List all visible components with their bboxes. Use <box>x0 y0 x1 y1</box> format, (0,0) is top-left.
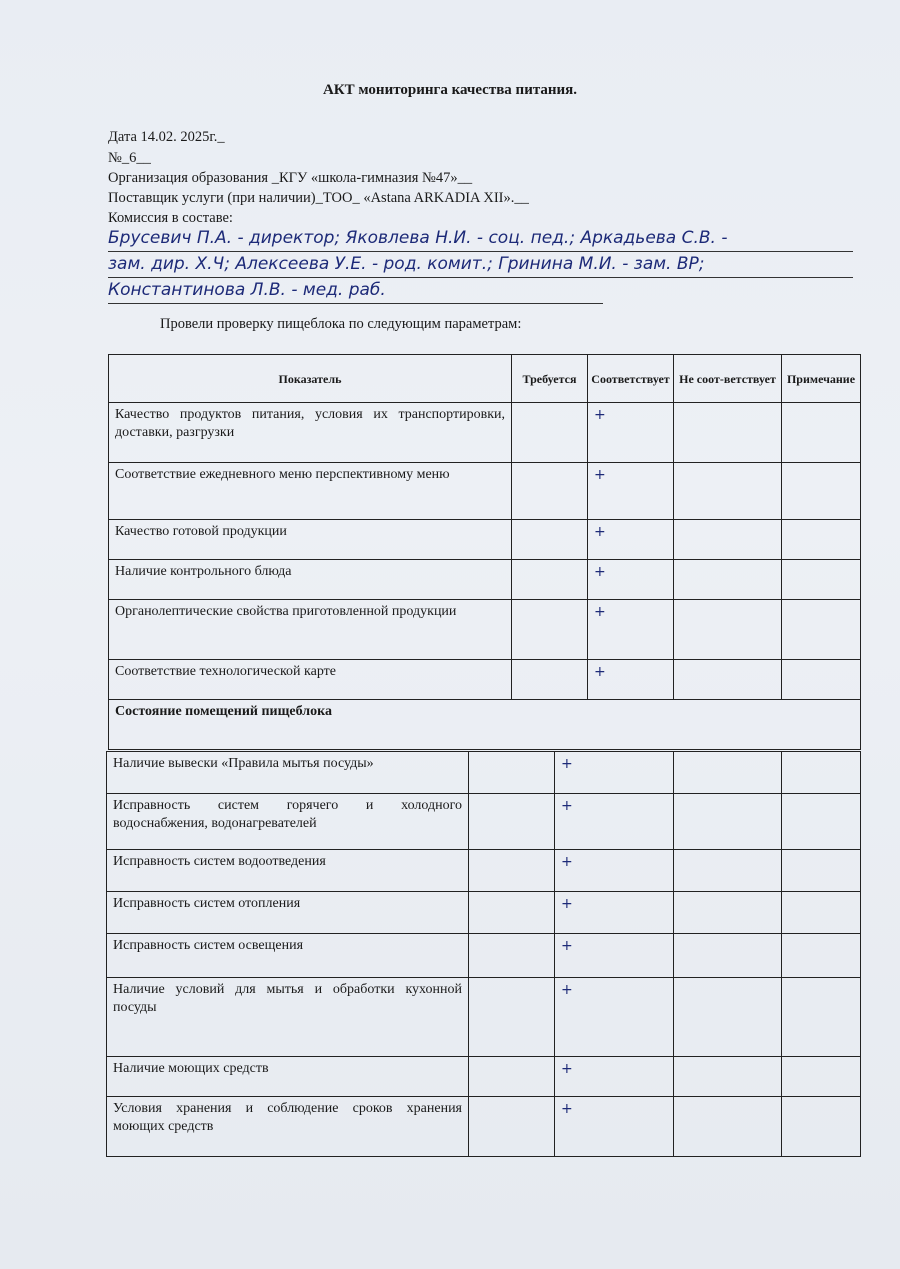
header-indicator: Показатель <box>109 355 512 403</box>
not-complies-cell <box>674 660 782 700</box>
organization-line: Организация образования _КГУ «школа-гимназия №47»__ <box>108 170 473 186</box>
table-row <box>109 463 861 520</box>
section-row <box>109 700 861 750</box>
supplier-line: Поставщик услуги (при наличии)_ТОО_ «Astana ARKADIA XII».__ <box>108 190 529 206</box>
note-cell <box>782 403 861 463</box>
note-cell <box>782 978 861 1057</box>
required-cell <box>512 560 588 600</box>
note-cell <box>782 850 861 892</box>
header-note: Примечание <box>782 355 861 403</box>
note-cell <box>782 934 861 978</box>
inspection-table-premises <box>106 751 861 1157</box>
complies-cell: + <box>588 520 674 560</box>
table-row <box>107 978 861 1057</box>
table-row <box>109 660 861 700</box>
table-row <box>109 560 861 600</box>
indicator-cell: Качество готовой продукции <box>109 520 512 560</box>
table-header-row <box>109 355 861 403</box>
complies-cell: + <box>588 660 674 700</box>
commission-line-3: Константинова Л.В. - мед. раб. <box>108 278 603 304</box>
indicator-cell: Наличие контрольного блюда <box>109 560 512 600</box>
required-cell <box>512 520 588 560</box>
table-row <box>107 1057 861 1097</box>
commission-line-1: Брусевич П.А. - директор; Яковлева Н.И. - соц. пед.; Аркадьева С.В. - <box>108 226 853 252</box>
required-cell <box>469 850 555 892</box>
indicator-cell: Соответствие ежедневного меню перспективному меню <box>109 463 512 520</box>
complies-cell: + <box>588 463 674 520</box>
table-row <box>109 600 861 660</box>
table-row <box>107 892 861 934</box>
header-required: Требуется <box>512 355 588 403</box>
note-cell <box>782 463 861 520</box>
required-cell <box>469 1097 555 1157</box>
not-complies-cell <box>674 1057 782 1097</box>
not-complies-cell <box>674 600 782 660</box>
inspection-table-main <box>108 354 861 750</box>
not-complies-cell <box>674 978 782 1057</box>
table-row <box>107 752 861 794</box>
complies-cell: + <box>555 892 674 934</box>
required-cell <box>512 660 588 700</box>
required-cell <box>512 600 588 660</box>
not-complies-cell <box>674 463 782 520</box>
not-complies-cell <box>674 794 782 850</box>
section-title: Состояние помещений пищеблока <box>109 700 861 750</box>
note-cell <box>782 600 861 660</box>
complies-cell: + <box>588 600 674 660</box>
complies-cell: + <box>555 794 674 850</box>
complies-cell: + <box>588 403 674 463</box>
note-cell <box>782 660 861 700</box>
note-cell <box>782 1097 861 1157</box>
note-cell <box>782 794 861 850</box>
table-row <box>107 794 861 850</box>
complies-cell: + <box>555 850 674 892</box>
required-cell <box>469 794 555 850</box>
required-cell <box>512 403 588 463</box>
required-cell <box>512 463 588 520</box>
not-complies-cell <box>674 520 782 560</box>
complies-cell: + <box>555 1057 674 1097</box>
note-cell <box>782 520 861 560</box>
not-complies-cell <box>674 934 782 978</box>
note-cell <box>782 560 861 600</box>
table-row <box>107 850 861 892</box>
indicator-cell: Соответствие технологической карте <box>109 660 512 700</box>
complies-cell: + <box>555 1097 674 1157</box>
table-row <box>109 520 861 560</box>
complies-cell: + <box>555 934 674 978</box>
required-cell <box>469 1057 555 1097</box>
commission-line-2: зам. дир. Х.Ч; Алексеева У.Е. - род. комит.; Гринина М.И. - зам. ВР; <box>108 252 853 278</box>
complies-cell: + <box>555 752 674 794</box>
number-line: №_6__ <box>108 150 151 166</box>
required-cell <box>469 892 555 934</box>
table-row <box>107 934 861 978</box>
not-complies-cell <box>674 403 782 463</box>
required-cell <box>469 978 555 1057</box>
complies-cell: + <box>588 560 674 600</box>
note-cell <box>782 752 861 794</box>
table-row <box>109 403 861 463</box>
commission-members-handwritten <box>108 226 868 304</box>
indicator-cell: Исправность систем отопления <box>107 892 469 934</box>
indicator-cell: Исправность систем освещения <box>107 934 469 978</box>
indicator-cell: Органолептические свойства приготовленной продукции <box>109 600 512 660</box>
indicator-cell: Условия хранения и соблюдение сроков хранения моющих средств <box>107 1097 469 1157</box>
date-line: Дата 14.02. 2025г._ <box>108 129 225 145</box>
not-complies-cell <box>674 892 782 934</box>
indicator-cell: Качество продуктов питания, условия их транспортировки, доставки, разгрузки <box>109 403 512 463</box>
not-complies-cell <box>674 1097 782 1157</box>
indicator-cell: Исправность систем горячего и холодного водоснабжения, водонагревателей <box>107 794 469 850</box>
table-row <box>107 1097 861 1157</box>
not-complies-cell <box>674 560 782 600</box>
header-not-complies: Не соот-ветствует <box>674 355 782 403</box>
indicator-cell: Наличие моющих средств <box>107 1057 469 1097</box>
indicator-cell: Наличие вывески «Правила мытья посуды» <box>107 752 469 794</box>
document-title: АКТ мониторинга качества питания. <box>322 82 578 98</box>
complies-cell: + <box>555 978 674 1057</box>
note-cell <box>782 892 861 934</box>
not-complies-cell <box>674 752 782 794</box>
note-cell <box>782 1057 861 1097</box>
required-cell <box>469 752 555 794</box>
not-complies-cell <box>674 850 782 892</box>
intro-text: Провели проверку пищеблока по следующим параметрам: <box>160 316 522 332</box>
indicator-cell: Исправность систем водоотведения <box>107 850 469 892</box>
required-cell <box>469 934 555 978</box>
indicator-cell: Наличие условий для мытья и обработки кухонной посуды <box>107 978 469 1057</box>
header-complies: Соответствует <box>588 355 674 403</box>
commission-label: Комиссия в составе: <box>108 210 233 226</box>
